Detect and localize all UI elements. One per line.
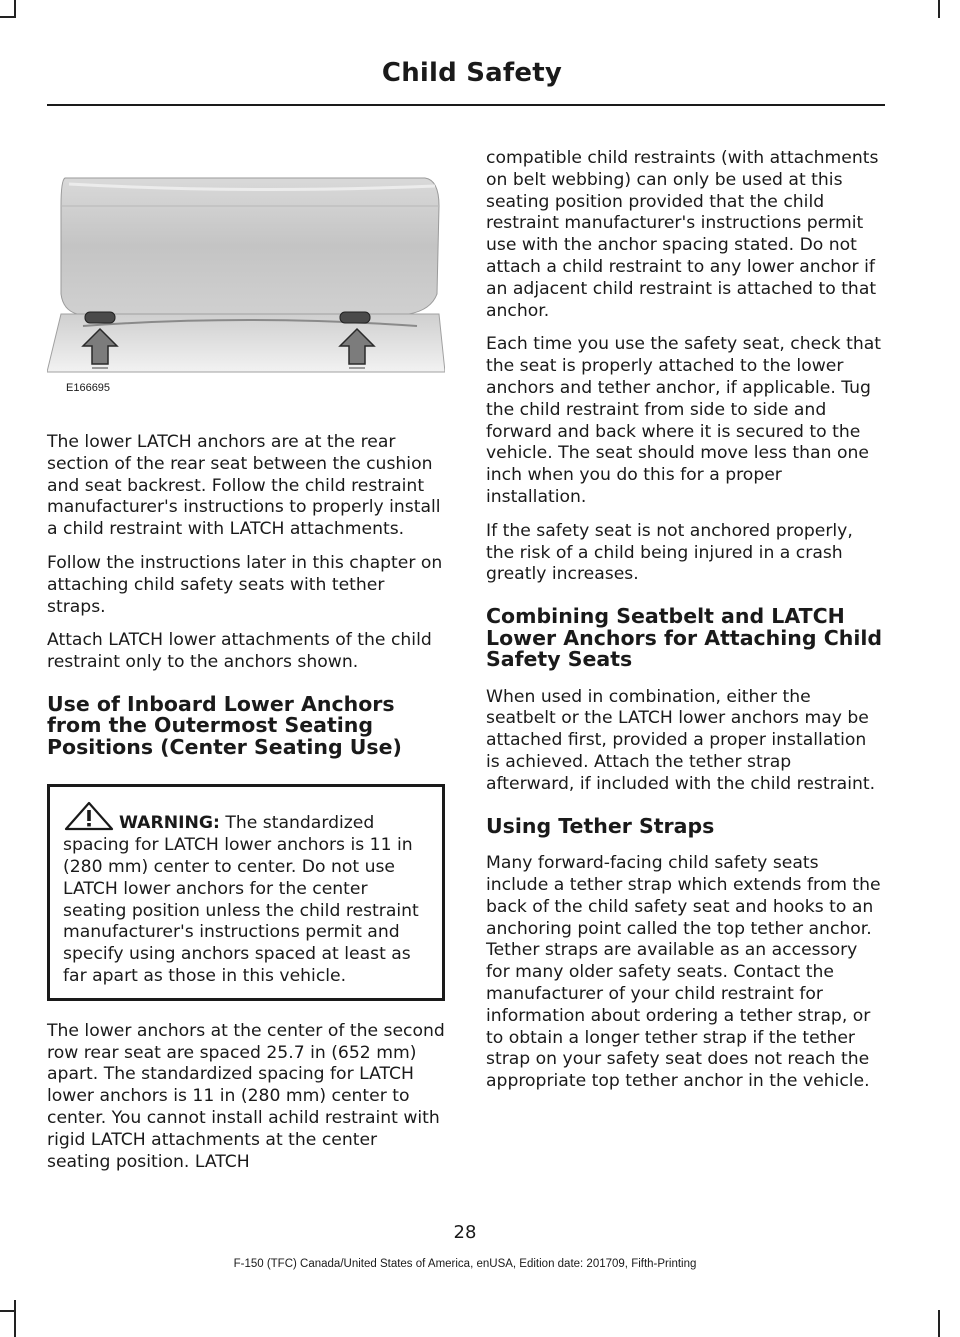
warning-text: The standardized spacing for LATCH lower anchors is 11 in (280 mm) center to center. Do not use LATCH lower anchors for the center seating position unless the child restraint manufacturer's instructions permit and specify using anchors spaced at least as far apart as those in this vehicle. — [63, 813, 419, 987]
figure-id: E166695 — [66, 382, 111, 394]
left-column — [47, 176, 445, 1185]
crop-mark-bottom-left-vertical — [14, 1300, 16, 1337]
paragraph: If the safety seat is not anchored properly, the risk of a child being injured in a crash greatly increases. — [486, 520, 853, 585]
warning-box — [47, 784, 445, 1000]
crop-mark-bottom-right — [938, 1310, 940, 1337]
paragraph: Each time you use the safety seat, check that the seat is properly attached to the lower anchors and tether anchor, if applicable. Tug the child restraint from side to side and forward and back where it is secured to the vehicle. The seat should move less than one inch when you do this for a proper installation. — [486, 334, 881, 507]
footer-edition-info: F-150 (TFC) Canada/United States of America, enUSA, Edition date: 201709, Fifth-Printing — [233, 1258, 697, 1270]
warning-text-block — [63, 801, 434, 987]
paragraph: The lower LATCH anchors are at the rear section of the rear seat between the cushion and seat backrest. Follow the child restraint manufacturer's instructions to properly install a child restraint with LATCH attachments. — [47, 432, 441, 540]
warning-triangle-icon — [63, 801, 115, 831]
paragraph: compatible child restraints (with attachments on belt webbing) can only be used at this seating position provided that the child restraint manufacturer's instructions permit use with the anchor spacing stated. Do not attach a child restraint to any lower anchor if an adjacent child restraint is attached to that anchor. — [486, 148, 879, 321]
header-divider — [47, 104, 885, 106]
page-number: 28 — [453, 1222, 477, 1243]
paragraph: Follow the instructions later in this chapter on attaching child safety seats with tether straps. — [47, 552, 443, 617]
paragraph: Attach LATCH lower attachments of the child restraint only to the anchors shown. — [47, 630, 432, 673]
section-heading: Using Tether Straps — [486, 813, 715, 838]
right-column — [486, 148, 884, 1105]
page-header-title: Child Safety — [381, 58, 562, 88]
crop-mark-top-right — [938, 0, 940, 18]
section-heading: Use of Inboard Lower Anchors from the Outermost Seating Positions (Center Seating Use) — [47, 691, 402, 759]
section-heading: Combining Seatbelt and LATCH Lower Anchors for Attaching Child Safety Seats — [486, 604, 883, 672]
crop-mark-bottom-left-horizontal — [0, 1310, 16, 1312]
warning-label: WARNING: — [119, 813, 220, 834]
latch-anchor-figure — [47, 176, 445, 402]
paragraph: Many forward-facing child safety seats include a tether strap which extends from the back of the child safety seat and hooks to an anchoring point called the top tether anchor. Tether straps are available as an accessory for many older safety seats. Contact the manufacturer of your child restraint for information about ordering a tether strap, or to obtain a longer tether strap if the tether strap on your safety seat does not reach the appropriate top tether anchor in the vehicle. — [486, 853, 881, 1092]
rear-seat-illustration — [47, 176, 445, 402]
paragraph: When used in combination, either the seatbelt or the LATCH lower anchors may be attached first, provided a proper installation is achieved. Attach the tether strap afterward, if included with the child restraint. — [486, 686, 876, 794]
paragraph: The lower anchors at the center of the second row rear seat are spaced 25.7 in (652 mm) apart. The standardized spacing for LATCH lower anchors is 11 in (280 mm) center to center. You cannot install achild restraint with rigid LATCH attachments at the center seating position. LATCH — [47, 1020, 445, 1172]
crop-mark-top-left-horizontal — [0, 16, 16, 18]
